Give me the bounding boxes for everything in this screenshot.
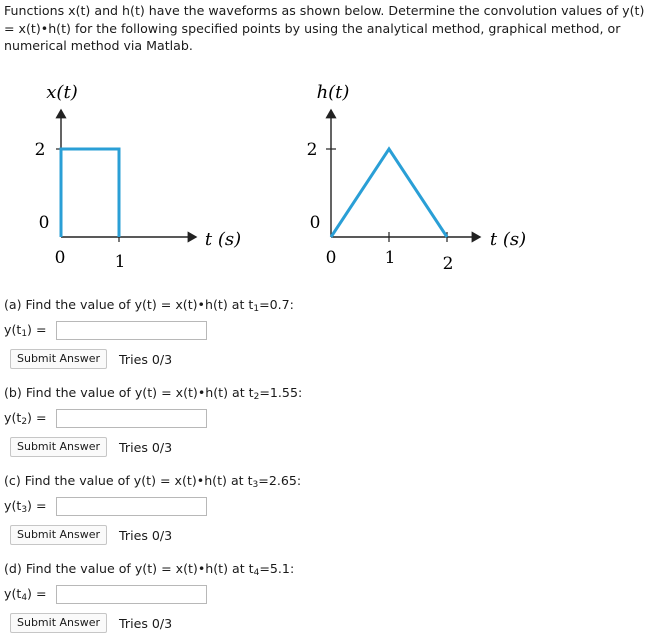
answer-row-d xyxy=(4,584,294,604)
question-b-prompt: (b) Find the value of y(t) = x(t)•h(t) at t xyxy=(4,385,254,400)
h-plot xyxy=(307,82,527,274)
answer-label-d-tail: ) = xyxy=(27,585,47,601)
question-c-value: =2.65: xyxy=(258,473,302,488)
question-d-text xyxy=(4,560,294,578)
question-d-value: =5.1: xyxy=(259,561,295,576)
answer-label-a-sub: 1 xyxy=(21,328,28,339)
h-plot-xtick-1: 1 xyxy=(384,248,396,268)
answer-input-b[interactable] xyxy=(56,409,207,428)
question-a-prompt: (a) Find the value of y(t) = x(t)•h(t) at t xyxy=(4,297,254,312)
problem-statement: Functions x(t) and h(t) have the waveforms as shown below. Determine the convolution values of y(t) = x(t)•h(t) for the following specified points by using the analytical method, graphical method, or numerical method via Matlab. xyxy=(4,3,645,53)
submit-answer-button-c[interactable]: Submit Answer xyxy=(10,525,107,545)
answer-input-c[interactable] xyxy=(56,497,207,516)
question-c-sub: 3 xyxy=(252,480,259,490)
answer-label-d xyxy=(4,586,56,603)
answer-row-b xyxy=(4,408,302,428)
h-plot-xtick-0: 0 xyxy=(325,248,337,268)
submit-answer-button-b[interactable]: Submit Answer xyxy=(10,437,107,457)
h-plot-waveform xyxy=(331,149,447,237)
x-plot-ytick-2: 2 xyxy=(34,140,46,160)
question-a-value: =0.7: xyxy=(259,297,294,312)
answer-label-b-main: y(t xyxy=(4,409,22,425)
answer-label-a-tail: ) = xyxy=(27,321,47,337)
x-plot-axis-label: t (s) xyxy=(204,229,242,250)
question-d-prompt: (d) Find the value of y(t) = x(t)•h(t) at t xyxy=(4,561,254,576)
question-b-sub: 2 xyxy=(253,392,260,402)
answer-label-a xyxy=(4,322,56,339)
tries-count-c: Tries 0/3 xyxy=(119,527,173,543)
question-a-sub: 1 xyxy=(253,304,260,314)
h-plot-axis-label: t (s) xyxy=(489,229,527,250)
answer-label-b-sub: 2 xyxy=(21,416,28,427)
question-a-text xyxy=(4,296,294,314)
answer-label-c-tail: ) = xyxy=(27,497,47,513)
waveform-svg xyxy=(0,62,659,282)
tries-count-d: Tries 0/3 xyxy=(119,615,173,631)
actions-a xyxy=(10,349,294,369)
answer-label-d-sub: 4 xyxy=(21,592,28,603)
h-plot-ytick-0: 0 xyxy=(309,213,321,233)
question-b-text xyxy=(4,384,302,402)
answer-label-c xyxy=(4,498,56,515)
x-plot-waveform xyxy=(61,149,119,237)
question-b xyxy=(4,384,302,457)
actions-b xyxy=(10,437,302,457)
h-plot-xtick-2: 2 xyxy=(442,254,454,274)
submit-answer-button-d[interactable]: Submit Answer xyxy=(10,613,107,633)
answer-input-d[interactable] xyxy=(56,585,207,604)
answer-row-c xyxy=(4,496,301,516)
answer-label-c-main: y(t xyxy=(4,497,22,513)
waveform-figure xyxy=(0,62,659,282)
x-plot-ytick-0: 0 xyxy=(38,213,50,233)
question-a xyxy=(4,296,294,369)
tries-count-b: Tries 0/3 xyxy=(119,439,173,455)
question-b-value: =1.55: xyxy=(259,385,303,400)
question-d xyxy=(4,560,294,633)
tries-count-a: Tries 0/3 xyxy=(119,351,173,367)
question-c xyxy=(4,472,301,545)
actions-d xyxy=(10,613,294,633)
answer-row-a xyxy=(4,320,294,340)
question-d-sub: 4 xyxy=(253,568,260,578)
question-c-text xyxy=(4,472,301,490)
answer-label-c-sub: 3 xyxy=(21,504,28,515)
answer-label-b xyxy=(4,410,56,427)
x-plot-title: x(t) xyxy=(46,82,78,103)
actions-c xyxy=(10,525,301,545)
x-plot xyxy=(35,82,242,272)
answer-label-d-main: y(t xyxy=(4,585,22,601)
h-plot-ytick-2: 2 xyxy=(306,140,318,160)
answer-label-b-tail: ) = xyxy=(27,409,47,425)
answer-label-a-main: y(t xyxy=(4,321,22,337)
x-plot-xtick-1: 1 xyxy=(114,252,126,272)
submit-answer-button-a[interactable]: Submit Answer xyxy=(10,349,107,369)
answer-input-a[interactable] xyxy=(56,321,207,340)
x-plot-xtick-0: 0 xyxy=(54,248,66,268)
h-plot-title: h(t) xyxy=(316,82,350,103)
question-c-prompt: (c) Find the value of y(t) = x(t)•h(t) at t xyxy=(4,473,253,488)
